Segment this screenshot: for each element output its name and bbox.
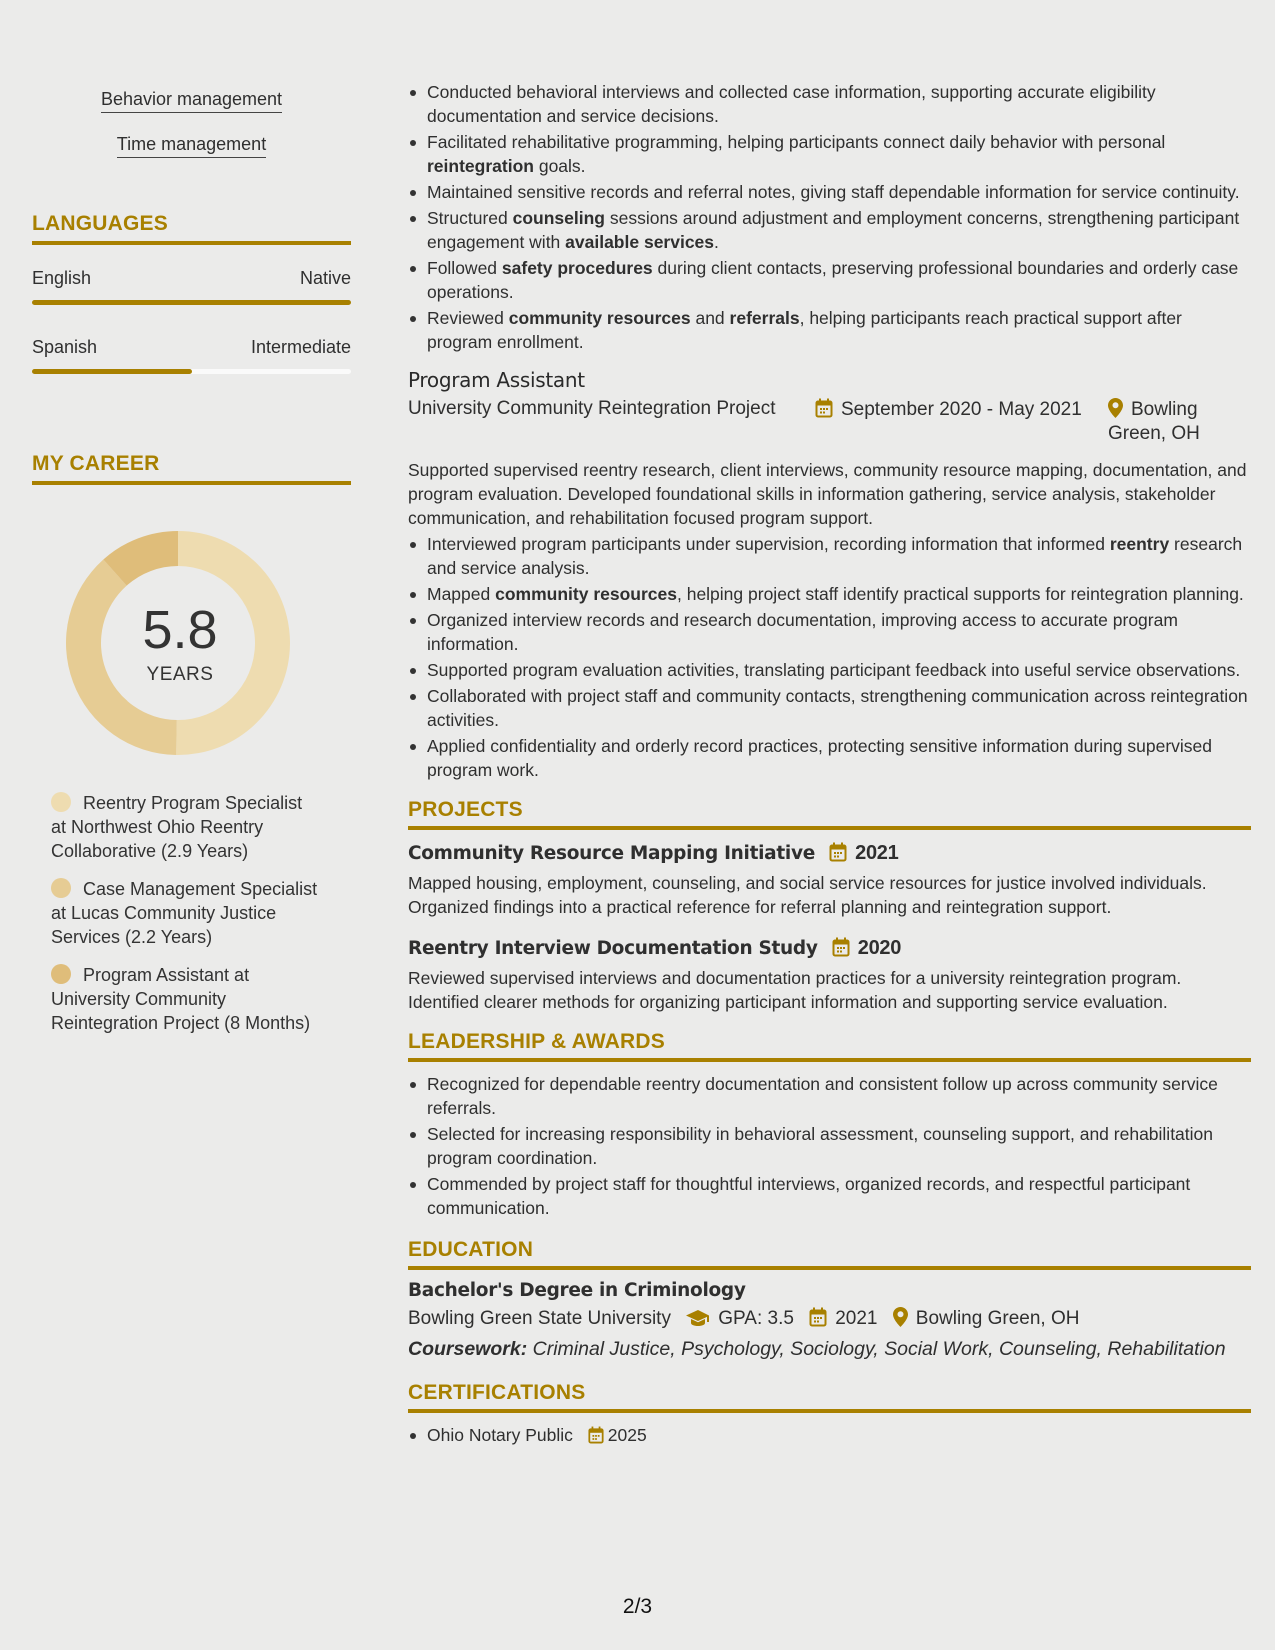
bullet-item: Conducted behavioral interviews and collected case information, supporting accurate eligibility documentation and service decisions. [408,80,1251,128]
bullet-item: Supported program evaluation activities, translating participant feedback into useful service observations. [408,658,1251,682]
language-bar-fill [32,369,192,374]
language-name: Spanish [32,337,98,357]
school-name: Bowling Green State University [408,1308,671,1329]
calendar-icon [588,1426,604,1444]
languages-heading: LANGUAGES [32,212,351,245]
language-level: Intermediate [250,337,351,357]
award-item: Commended by project staff for thoughtful interviews, organized records, and respectful participant communication. [408,1172,1251,1220]
skill-tag: Time management [32,133,351,158]
award-item: Recognized for dependable reentry documentation and consistent follow up across community service referrals. [408,1072,1251,1120]
awards-heading: LEADERSHIP & AWARDS [408,1030,1251,1062]
job-organization: University Community Reintegration Project [408,398,776,419]
bullet-item: Followed safety procedures during client contacts, preserving professional boundaries and orderly case operations. [408,256,1251,304]
bullet-item: Collaborated with project staff and community contacts, strengthening communication across reintegration activities. [408,684,1251,732]
degree-title: Bachelor's Degree in Criminology [408,1280,746,1301]
project-title: Reentry Interview Documentation Study 2020 [408,937,902,959]
certifications-list [408,1423,1251,1447]
certification-item: Ohio Notary Public 2025 [408,1423,1251,1447]
certifications-heading: CERTIFICATIONS [408,1381,1251,1413]
location-pin-icon [893,1307,908,1327]
page-number: 2/3 [622,1595,653,1618]
education-heading: EDUCATION [408,1238,1251,1270]
bullet-item: Mapped community resources, helping project staff identify practical supports for reintegration planning. [408,582,1251,606]
language-level: Native [299,268,351,288]
language-bar [32,300,351,305]
calendar-icon [815,398,833,418]
location-pin-icon [1108,398,1123,418]
job-summary: Supported supervised reentry research, client interviews, community resource mapping, documentation, and program evaluation. Developed foundational skills in information gathering, service analysis, stakeholder communication, and rehabilitation focused program support. [408,460,1247,528]
job-location: Bowling Green, OH [1108,399,1200,444]
bullet-item: Applied confidentiality and orderly record practices, protecting sensitive information during supervised program work. [408,734,1251,782]
language-bar-fill [32,300,351,305]
legend-dot [51,792,71,812]
project-title: Community Resource Mapping Initiative 2021 [408,842,899,864]
previous-job-bullets [408,80,1251,354]
career-legend-item: Program Assistant at University Community Reintegration Project (8 Months) [51,965,311,1033]
gpa: GPA: 3.5 [718,1308,794,1329]
legend-dot [51,878,71,898]
awards-list [408,1072,1251,1220]
language-row [32,268,351,289]
career-heading: MY CAREER [32,452,351,485]
calendar-icon [809,1307,827,1327]
award-item: Selected for increasing responsibility in behavioral assessment, counseling support, and rehabilitation program coordination. [408,1122,1251,1170]
career-total: 5.8 [142,600,218,660]
language-name: English [32,268,92,288]
bullet-item: Organized interview records and research documentation, improving access to accurate program information. [408,608,1251,656]
main-content [408,80,1251,1449]
job-bullets [408,532,1251,782]
career-unit: YEARS [146,664,214,685]
calendar-icon [829,842,847,862]
bullet-item: Interviewed program participants under supervision, recording information that informed reentry research and service analysis. [408,532,1251,580]
career-legend-item: Reentry Program Specialist at Northwest Ohio Reentry Collaborative (2.9 Years) [51,793,303,861]
bullet-item: Maintained sensitive records and referral notes, giving staff dependable information for service continuity. [408,180,1251,204]
language-bar [32,369,351,374]
project-description: Mapped housing, employment, counseling, and social service resources for justice involved individuals. Organized findings into a practical reference for referral planning and reintegration support. [408,873,1207,917]
job-meta [408,398,1251,448]
school-location: Bowling Green, OH [915,1308,1080,1329]
projects-heading: PROJECTS [408,798,1251,830]
coursework: Coursework: Criminal Justice, Psychology, Sociology, Social Work, Counseling, Rehabilitation [408,1338,1226,1360]
calendar-icon [832,937,850,957]
graduation-year: 2021 [835,1308,878,1329]
legend-dot [51,964,71,984]
skill-tag: Behavior management [32,88,351,113]
graduation-cap-icon [686,1309,710,1327]
job-title: Program Assistant [408,368,585,392]
bullet-item: Facilitated rehabilitative programming, helping participants connect daily behavior with personal reintegration goals. [408,130,1251,178]
language-row [32,337,351,358]
education-meta [408,1307,1251,1330]
project-description: Reviewed supervised interviews and documentation practices for a university reintegration program. Identified clearer methods for organizing participant information and supporting service evaluation. [408,968,1182,1012]
career-legend-item: Case Management Specialist at Lucas Community Justice Services (2.2 Years) [51,879,318,947]
bullet-item: Structured counseling sessions around adjustment and employment concerns, strengthening participant engagement with available services. [408,206,1251,254]
job-dates: September 2020 - May 2021 [815,398,1082,421]
bullet-item: Reviewed community resources and referrals, helping participants reach practical support after program enrollment. [408,306,1251,354]
